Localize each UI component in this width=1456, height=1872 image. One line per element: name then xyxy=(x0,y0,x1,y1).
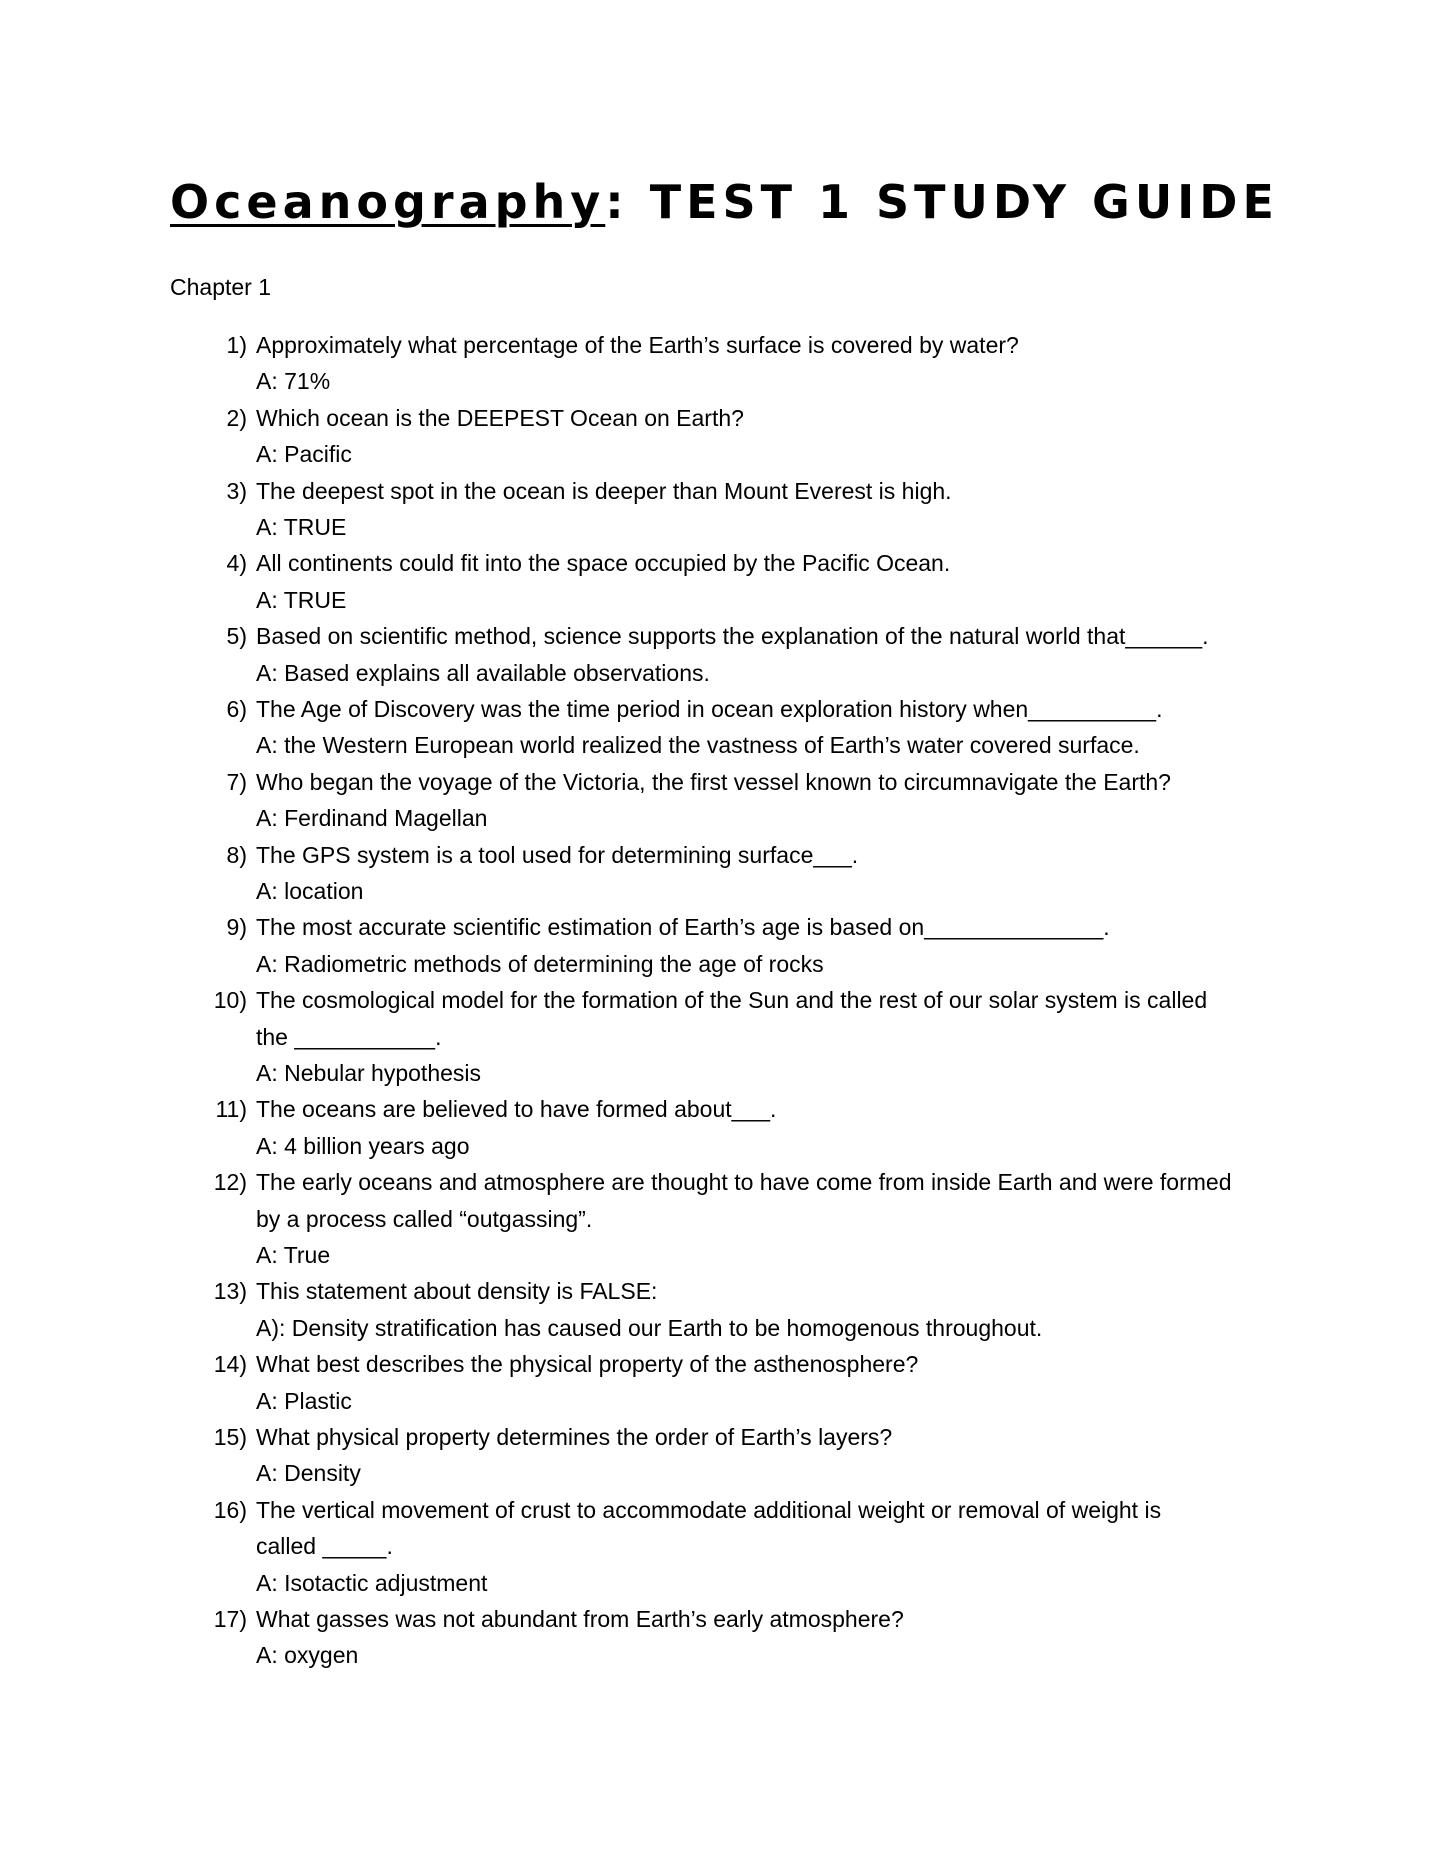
question-number: 10) xyxy=(213,987,247,1014)
question-number: 3) xyxy=(226,477,247,504)
question-text: The cosmological model for the formation of the Sun and the rest of our solar system is called xyxy=(256,987,1208,1014)
answer-text: A: 71% xyxy=(256,368,331,395)
question-text: called _____. xyxy=(256,1533,393,1560)
question-text: the ___________. xyxy=(256,1023,442,1050)
question-text: The vertical movement of crust to accommodate additional weight or removal of weight is xyxy=(256,1496,1162,1523)
answer-text: A: Isotactic adjustment xyxy=(256,1569,488,1596)
question-text: The Age of Discovery was the time period in ocean exploration history when__________. xyxy=(256,696,1163,722)
question-text: The most accurate scientific estimation of Earth’s age is based on______________. xyxy=(256,914,1110,941)
question-number: 2) xyxy=(226,404,247,431)
answer-text: A: Nebular hypothesis xyxy=(256,1060,482,1086)
answer-text: A: Radiometric methods of determining the age of rocks xyxy=(256,950,824,977)
question-text: What gasses was not abundant from Earth’s early atmosphere? xyxy=(256,1606,904,1632)
question-number: 6) xyxy=(226,696,247,722)
question-number: 15) xyxy=(213,1424,247,1450)
question-text: This statement about density is FALSE: xyxy=(256,1278,658,1305)
question-number: 16) xyxy=(213,1496,247,1523)
question-number: 9) xyxy=(226,914,247,941)
answer-text: A: location xyxy=(256,878,364,904)
answer-text: A: Density xyxy=(256,1460,361,1487)
question-number: 12) xyxy=(213,1169,247,1196)
question-number: 8) xyxy=(226,841,247,868)
question-text: Approximately what percentage of the Earth’s surface is covered by water? xyxy=(256,332,1019,358)
answer-text: A: Plastic xyxy=(256,1387,352,1414)
question-number: 5) xyxy=(226,623,247,650)
question-text: by a process called “outgassing”. xyxy=(256,1205,593,1232)
answer-text: A: the Western European world realized the vastness of Earth’s water covered surface. xyxy=(256,732,1140,759)
question-text: The oceans are believed to have formed about___. xyxy=(256,1096,777,1123)
answer-text: A: Based explains all available observations. xyxy=(256,659,710,686)
question-text: Based on scientific method, science supports the explanation of the natural world that______. xyxy=(256,623,1209,650)
title-rest: : TEST 1 STUDY GUIDE xyxy=(605,175,1279,229)
answer-text: A: Pacific xyxy=(256,441,352,468)
question-number: 11) xyxy=(215,1096,247,1123)
question-number: 17) xyxy=(213,1606,247,1632)
question-text: What best describes the physical property of the asthenosphere? xyxy=(256,1351,919,1378)
question-text: Which ocean is the DEEPEST Ocean on Earth? xyxy=(256,404,744,431)
question-text: All continents could fit into the space occupied by the Pacific Ocean. xyxy=(256,550,951,577)
question-text: Who began the voyage of the Victoria, the first vessel known to circumnavigate the Earth? xyxy=(256,768,1171,795)
answer-text: A: 4 billion years ago xyxy=(256,1132,470,1159)
page-title xyxy=(170,172,1279,232)
question-number: 7) xyxy=(226,768,247,795)
answer-text: A: TRUE xyxy=(256,514,347,540)
question-text: The deepest spot in the ocean is deeper than Mount Everest is high. xyxy=(256,477,952,504)
question-number: 1) xyxy=(226,332,247,358)
question-number: 13) xyxy=(213,1278,247,1305)
question-number: 14) xyxy=(213,1351,247,1378)
chapter-heading: Chapter 1 xyxy=(170,274,272,300)
answer-text: A: TRUE xyxy=(256,586,347,613)
question-text: The GPS system is a tool used for determining surface___. xyxy=(256,841,859,868)
question-number: 4) xyxy=(226,550,247,577)
title-subject: Oceanography xyxy=(170,175,606,229)
question-text: The early oceans and atmosphere are thought to have come from inside Earth and were formed xyxy=(256,1169,1232,1196)
answer-text: A: Ferdinand Magellan xyxy=(256,805,488,832)
answer-text: A): Density stratification has caused our Earth to be homogenous throughout. xyxy=(256,1314,1043,1341)
question-text: What physical property determines the order of Earth’s layers? xyxy=(256,1424,893,1450)
answer-text: A: True xyxy=(256,1242,331,1268)
answer-text: A: oxygen xyxy=(256,1642,359,1669)
